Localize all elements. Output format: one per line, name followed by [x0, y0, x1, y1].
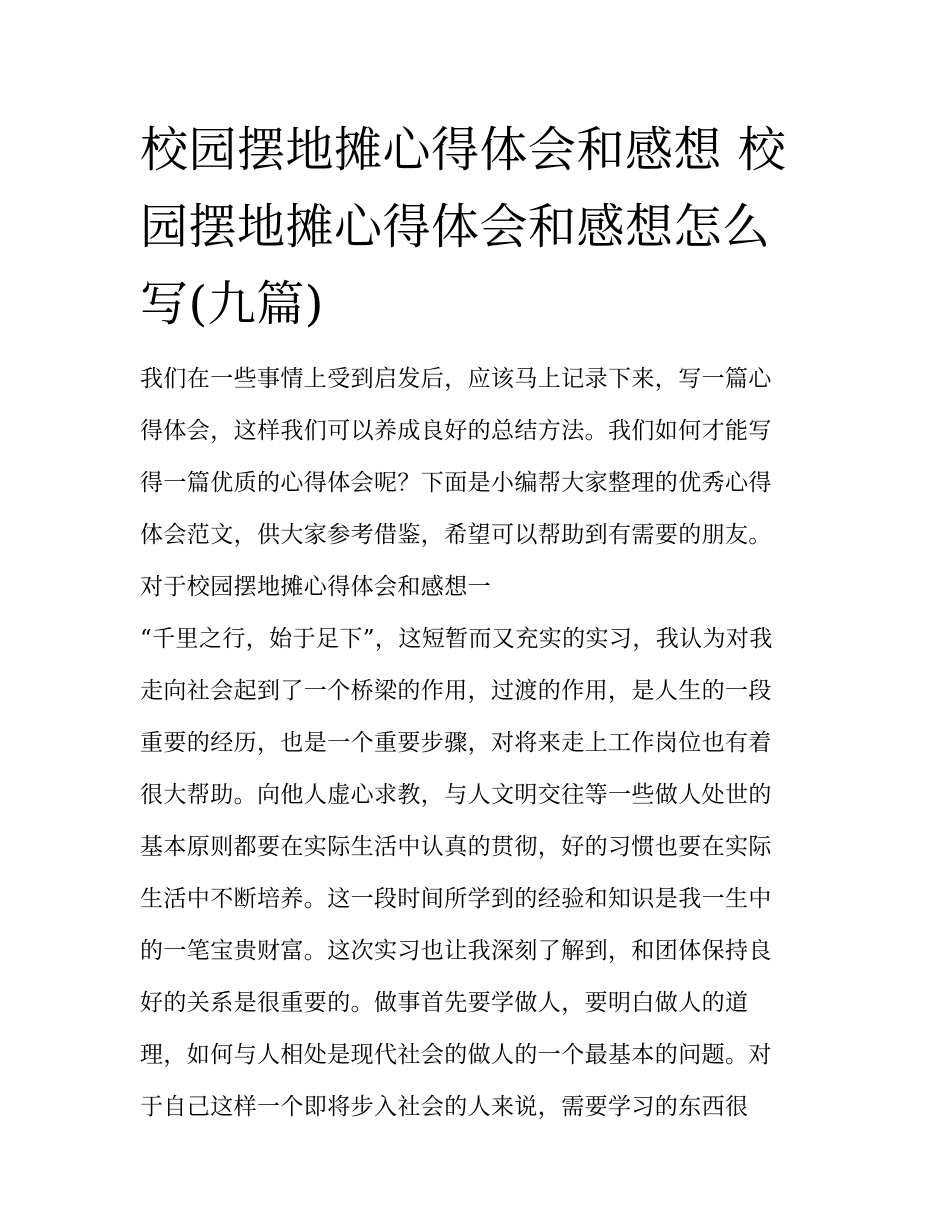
title-line: 校园摆地摊心得体会和感想 校: [140, 122, 787, 178]
title-line: 写(九篇): [140, 276, 324, 332]
section-line: 好的关系是很重要的。做事首先要学做人，要明白做人的道: [140, 990, 749, 1016]
section-heading: 对于校园摆地摊心得体会和感想一: [140, 574, 491, 600]
section-line: 走向社会起到了一个桥梁的作用，过渡的作用，是人生的一段: [140, 678, 772, 704]
intro-line: 我们在一些事情上受到启发后，应该马上记录下来，写一篇心: [140, 366, 772, 392]
section-line: 生活中不断培养。这一段时间所学到的经验和知识是我一生中: [140, 886, 772, 912]
intro-line: 得体会，这样我们可以养成良好的总结方法。我们如何才能写: [140, 418, 772, 444]
section-line: 于自己这样一个即将步入社会的人来说，需要学习的东西很: [140, 1094, 749, 1120]
document-title: [140, 112, 812, 343]
document-body: [140, 353, 812, 1133]
intro-line: 体会范文，供大家参考借鉴，希望可以帮助到有需要的朋友。: [140, 522, 772, 548]
intro-line: 得一篇优质的心得体会呢？下面是小编帮大家整理的优秀心得: [140, 470, 772, 496]
title-line: 园摆地摊心得体会和感想怎么: [140, 199, 771, 255]
document-page: [140, 112, 812, 1133]
section-line: 的一笔宝贵财富。这次实习也让我深刻了解到，和团体保持良: [140, 938, 772, 964]
section-line: 理，如何与人相处是现代社会的做人的一个最基本的问题。对: [140, 1042, 772, 1068]
section-line: 重要的经历，也是一个重要步骤，对将来走上工作岗位也有着: [140, 730, 772, 756]
section-line: “千里之行，始于足下”，这短暂而又充实的实习，我认为对我: [140, 626, 773, 652]
section-line: 基本原则都要在实际生活中认真的贯彻，好的习惯也要在实际: [140, 834, 772, 860]
section-line: 很大帮助。向他人虚心求教，与人文明交往等一些做人处世的: [140, 782, 772, 808]
